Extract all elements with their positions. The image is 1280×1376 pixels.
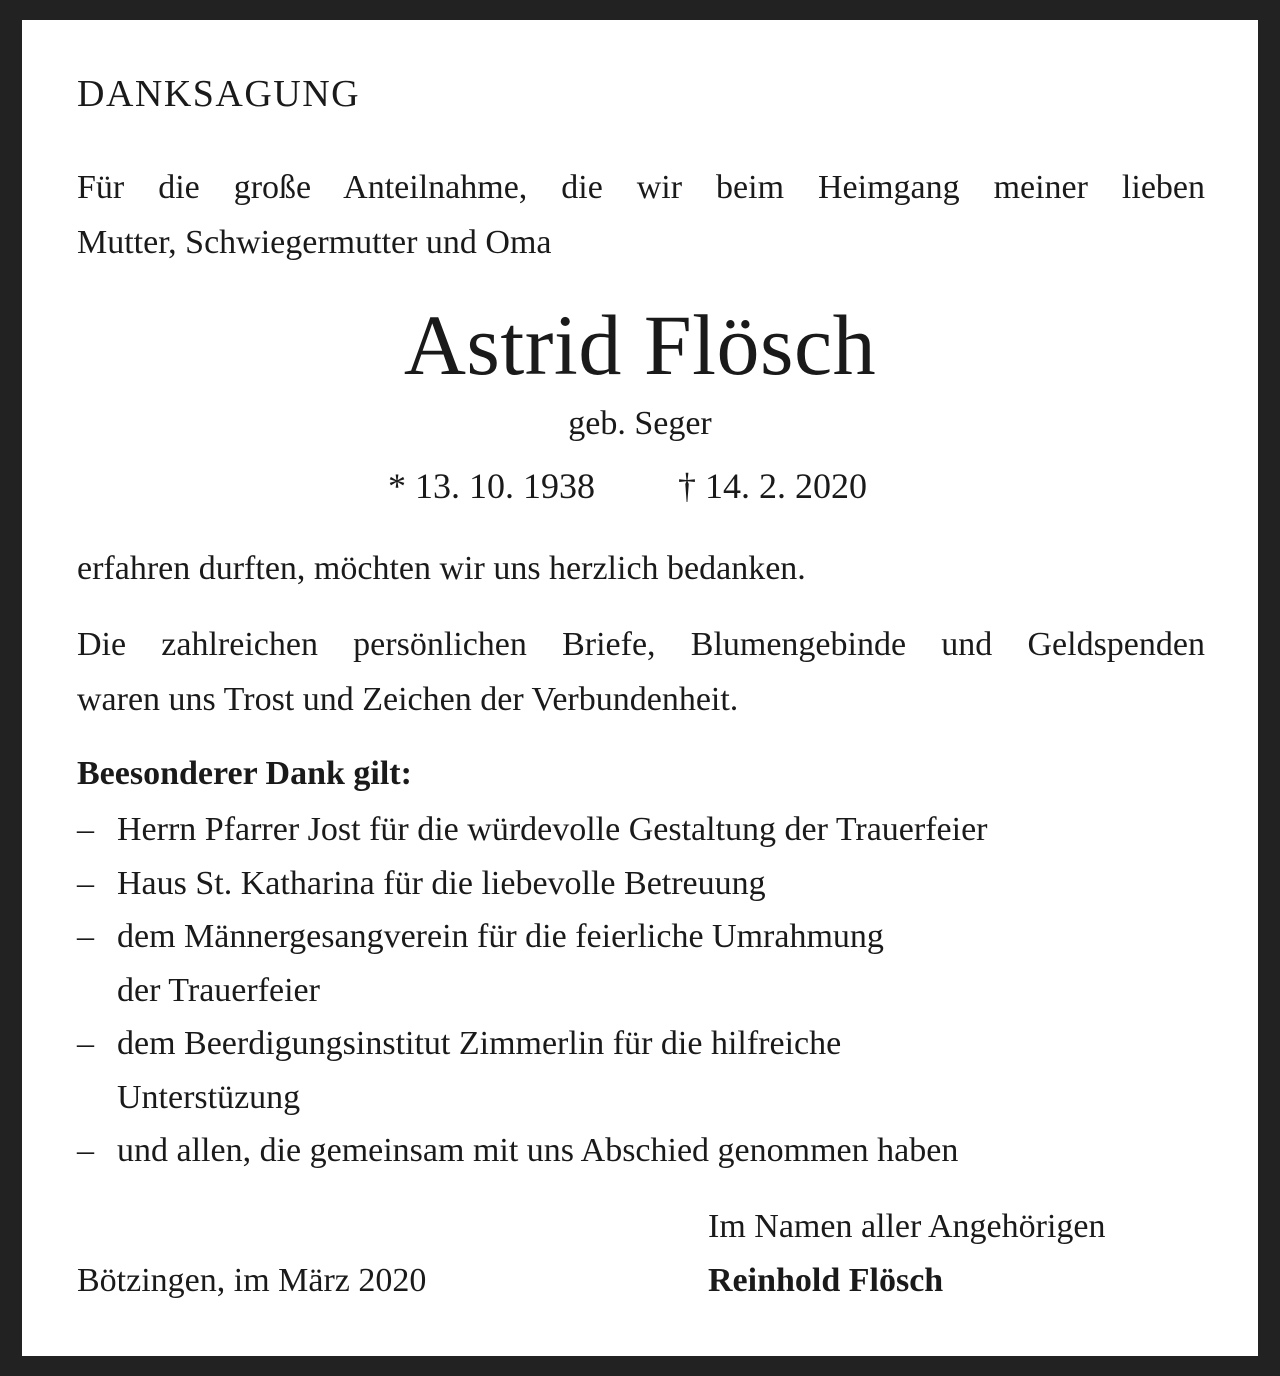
dash-bullet: –: [77, 1025, 94, 1062]
thanks-line: erfahren durften, möchten wir uns herzlich bedanken.: [77, 550, 806, 587]
intro-paragraph: [77, 160, 1205, 270]
dash-bullet: –: [77, 811, 94, 848]
dash-bullet: –: [77, 918, 94, 955]
death-date: † 14. 2. 2020: [678, 466, 867, 506]
obituary-notice: [22, 20, 1258, 1356]
list-item: [77, 910, 1205, 1017]
list-item-text: dem Beerdigungsinstitut Zimmerlin für die hilfreiche: [117, 1025, 842, 1062]
list-item: [77, 803, 1205, 857]
list-item-text-continued: Unterstüzung: [117, 1078, 301, 1116]
dash-bullet: –: [77, 864, 94, 902]
list-item: [77, 857, 1205, 911]
list-item-text-continued: der Trauerfeier: [117, 971, 320, 1009]
intro-line-2: Mutter, Schwiegermutter und Oma: [77, 224, 552, 261]
list-item: [77, 1124, 1205, 1178]
letters-line-2: waren uns Trost und Zeichen der Verbundenheit.: [77, 681, 739, 718]
letters-paragraph: [77, 617, 1205, 727]
place-and-date: Bötzingen, im März 2020: [77, 1262, 427, 1299]
list-item: [77, 1017, 1205, 1124]
special-thanks-title: Beesonderer Dank gilt:: [77, 755, 412, 792]
dash-bullet: –: [77, 1132, 94, 1169]
list-item-text: und allen, die gemeinsam mit uns Abschied genommen haben: [117, 1132, 959, 1169]
birth-date: * 13. 10. 1938: [388, 466, 595, 506]
notice-heading: DANKSAGUNG: [77, 73, 361, 115]
signer-name: Reinhold Flösch: [708, 1262, 944, 1299]
deceased-name: Astrid Flösch: [403, 297, 877, 393]
intro-line-1: Für die große Anteilnahme, die wir beim Heimgang meiner lieben: [77, 169, 1205, 206]
maiden-name: geb. Seger: [568, 405, 712, 442]
special-thanks-list: [77, 803, 1205, 1178]
list-item-text: Haus St. Katharina für die liebevolle Betreuung: [117, 864, 766, 902]
signature-intro: Im Namen aller Angehörigen: [708, 1208, 1106, 1245]
list-item-text: dem Männergesangverein für die feierliche Umrahmung: [117, 918, 884, 955]
list-item-text: Herrn Pfarrer Jost für die würdevolle Gestaltung der Trauerfeier: [117, 811, 988, 848]
letters-line-1: Die zahlreichen persönlichen Briefe, Blumengebinde und Geldspenden: [77, 626, 1205, 663]
